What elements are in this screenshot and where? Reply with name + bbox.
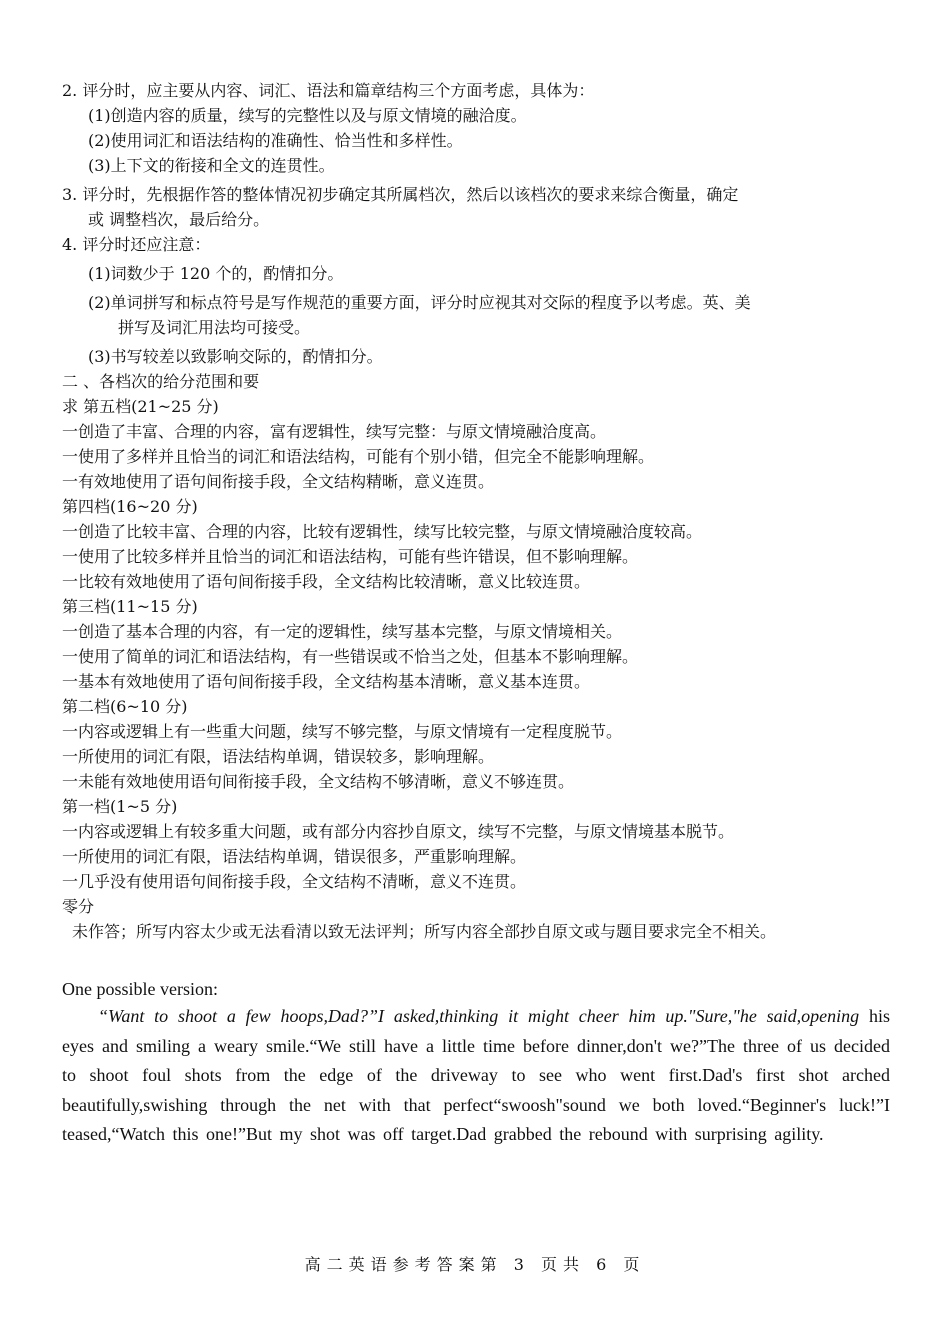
- tier-heading-line1: 二 、各档次的给分范围和要: [62, 372, 260, 391]
- tier1-criterion: 一所使用的词汇有限，语法结构单调，错误很多，严重影响理解。: [62, 847, 527, 866]
- tier2-criterion: 一所使用的词汇有限，语法结构单调，错误较多，影响理解。: [62, 747, 495, 766]
- tier3-criterion: 一创造了基本合理的内容，有一定的逻辑性，续写基本完整，与原文情境相关。: [62, 622, 623, 641]
- tier2-criterion: 一未能有效地使用语句间衔接手段，全文结构不够清晰，意义不够连贯。: [62, 772, 575, 791]
- tier-heading-line2: 求 第五档(21~25 分): [62, 397, 219, 416]
- page-footer: 高二英语参考答案第 3 页共 6 页: [304, 1255, 646, 1274]
- rule-item-2: 2. 评分时，应主要从内容、词汇、语法和篇章结构三个方面考虑，具体为：: [62, 81, 595, 100]
- sample-text-part: his eyes and smiling a weary smile.“We still have a little time before dinner,don't we?”The three of us decided to shoot foul shots from the edge of the driveway to see who went first.Dad's first shot arched beautifully,swishing through the net with that perfect“swoosh"sound we both loved.“Beginner's luck!”I teased,“Watch this one!”But my shot was off target.Dad grabbed the rebound with surprising agility.: [62, 1006, 890, 1144]
- tier1-title: 第一档(1~5 分): [62, 797, 178, 816]
- rule-item-4-sub2-line2: 拼写及词汇用法均可接受。: [118, 318, 311, 337]
- tier4-criterion: 一比较有效地使用了语句间衔接手段，全文结构比较清晰，意义比较连贯。: [62, 572, 591, 591]
- sample-italic-part: “Want to shoot a few hoops,Dad?”I asked,thinking it might cheer him up."Sure,"he said,opening: [98, 1006, 860, 1026]
- sample-heading: One possible version:: [62, 979, 218, 999]
- tier3-title: 第三档(11~15 分): [62, 597, 198, 616]
- rule-item-4-sub1: (1)词数少于 120 个的，酌情扣分。: [88, 264, 344, 283]
- tier5-criterion: 一使用了多样并且恰当的词汇和语法结构，可能有个别小错，但完全不能影响理解。: [62, 447, 655, 466]
- tier5-criterion: 一创造了丰富、合理的内容，富有逻辑性，续写完整：与原文情境融洽度高。: [62, 422, 607, 441]
- rule-item-4-sub3: (3)书写较差以致影响交际的，酌情扣分。: [88, 347, 383, 366]
- rule-item-3-line2: 或 调整档次，最后给分。: [88, 210, 270, 229]
- tier2-criterion: 一内容或逻辑上有一些重大问题，续写不够完整，与原文情境有一定程度脱节。: [62, 722, 623, 741]
- rule-item-4: 4. 评分时还应注意：: [62, 235, 211, 254]
- tier4-criterion: 一创造了比较丰富、合理的内容，比较有逻辑性，续写比较完整，与原文情境融洽度较高。: [62, 522, 703, 541]
- zero-criterion: 未作答；所写内容太少或无法看清以致无法评判；所写内容全部抄自原文或与题目要求完全不相关。: [72, 922, 777, 941]
- tier1-criterion: 一内容或逻辑上有较多重大问题，或有部分内容抄自原文，续写不完整，与原文情境基本脱节。: [62, 822, 735, 841]
- rule-item-3-line1: 3. 评分时，先根据作答的整体情况初步确定其所属档次，然后以该档次的要求来综合衡量，确定: [62, 185, 739, 204]
- tier3-criterion: 一基本有效地使用了语句间衔接手段，全文结构基本清晰，意义基本连贯。: [62, 672, 591, 691]
- tier4-criterion: 一使用了比较多样并且恰当的词汇和语法结构，可能有些许错误，但不影响理解。: [62, 547, 639, 566]
- tier3-criterion: 一使用了简单的词汇和语法结构，有一些错误或不恰当之处，但基本不影响理解。: [62, 647, 639, 666]
- tier4-title: 第四档(16~20 分): [62, 497, 198, 516]
- rule-item-2-sub: (3)上下文的衔接和全文的连贯性。: [88, 156, 335, 175]
- tier5-criterion: 一有效地使用了语句间衔接手段，全文结构精晰，意义连贯。: [62, 472, 495, 491]
- rule-item-2-sub: (2)使用词汇和语法结构的准确性、恰当性和多样性。: [88, 131, 463, 150]
- answer-key-page: [62, 78, 892, 1150]
- zero-title: 零分: [62, 897, 95, 916]
- rule-item-2-sub: (1)创造内容的质量，续写的完整性以及与原文情境的融洽度。: [88, 106, 527, 125]
- rule-item-4-sub2-line1: (2)单词拼写和标点符号是写作规范的重要方面，评分时应视其对交际的程度予以考虑。英、美: [88, 293, 751, 312]
- sample-paragraph: [62, 1002, 890, 1150]
- tier1-criterion: 一几乎没有使用语句间衔接手段，全文结构不清晰，意义不连贯。: [62, 872, 527, 891]
- tier2-title: 第二档(6~10 分): [62, 697, 188, 716]
